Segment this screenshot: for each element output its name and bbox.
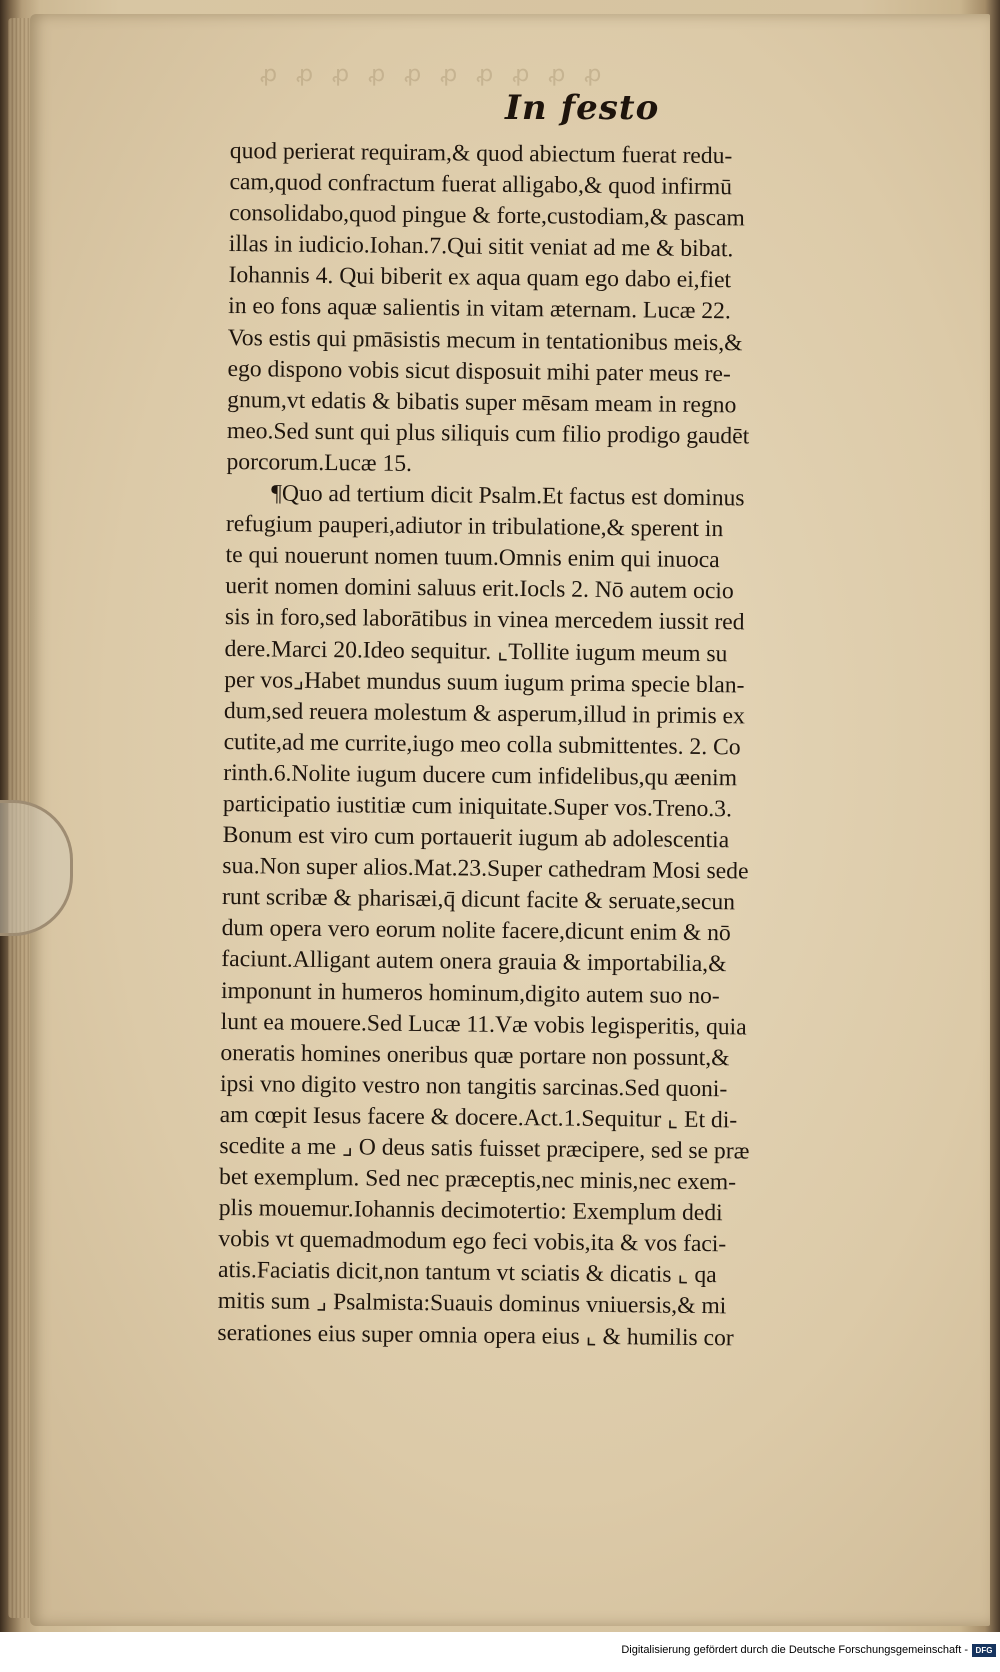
text-line: dum opera vero eorum nolite facere,dicunt enim & nō [221, 915, 731, 947]
text-line: meo.Sed sunt qui plus siliquis cum filio prodigo gaudēt [226, 417, 750, 450]
text-line: runt scribæ & pharisæi,q̄ dicunt facite & seruate,secun [221, 884, 736, 916]
text-line: per vos⌟Habet mundus suum iugum prima specie blan- [224, 666, 745, 699]
text-line: participatio iustitiæ cum iniquitate.Super vos.Treno.3. [222, 790, 733, 823]
text-line: scedite a me ⌟ O deus satis fuisset præcipere, sed se præ [219, 1132, 750, 1165]
text-line: Vos estis qui pmāsistis mecum in tentationibus meis,& [227, 324, 743, 356]
text-line: faciunt.Alligant autem onera grauia & importabilia,& [221, 946, 727, 978]
body-text [217, 136, 910, 1356]
text-line: gnum,vt edatis & bibatis super mēsam meam in regno [227, 386, 737, 419]
text-line: uerit nomen domini saluus erit.Iocls 2. Nō autem ocio [225, 573, 734, 605]
running-head: In festo [505, 88, 660, 128]
text-line: plis mouemur.Iohannis decimotertio: Exemplum dedi [218, 1195, 723, 1227]
text-line: serationes eius super omnia opera eius ⌞ & humilis cor [217, 1319, 734, 1351]
text-line: refugium pauperi,adiutor in tribulatione,& sperent in [225, 511, 724, 543]
text-line: Bonum est viro cum portauerit iugum ab adolescentia [222, 822, 730, 854]
text-line: ¶Quo ad tertium dicit Psalm.Et factus est dominus [271, 480, 745, 512]
text-line: dum,sed reuera molestum & asperum,illud in primis ex [223, 697, 746, 730]
text-line: in eo fons aquæ salientis in vitam æternam. Lucæ 22. [228, 293, 731, 325]
text-line: am cœpit Iesus facere & docere.Act.1.Sequitur ⌞ Et di- [219, 1101, 738, 1134]
text-line: sua.Non super alios.Mat.23.Super cathedram Mosi sede [222, 853, 749, 885]
footer-bar [0, 1632, 1000, 1672]
text-line: rinth.6.Nolite iugum ducere cum infidelibus,qu æenim [223, 759, 738, 792]
funding-credit: Digitalisierung gefördert durch die Deutsche Forschungsgemeinschaft - [621, 1644, 968, 1656]
text-line: imponunt in humeros hominum,digito autem suo no- [220, 977, 720, 1009]
text-line: te qui nouerunt nomen tuum.Omnis enim qui inuoca [225, 542, 720, 574]
text-line: dere.Marci 20.Ideo sequitur. ⌞Tollite iugum meum su [224, 635, 728, 667]
text-line: ipsi vno digito vestro non tangitis sarcinas.Sed quoni- [219, 1070, 728, 1103]
text-line: porcorum.Lucæ 15. [226, 448, 413, 477]
text-line: lunt ea mouere.Sed Lucæ 11.Væ vobis legisperitis, quia [220, 1008, 747, 1041]
text-line: atis.Faciatis dicit,non tantum vt sciatis & dicatis ⌞ qa [217, 1257, 717, 1289]
text-line: Iohannis 4. Qui biberit ex aqua quam ego dabo ei,fiet [228, 262, 732, 294]
text-line: consolidabo,quod pingue & forte,custodiam,& pascam [229, 200, 745, 232]
bleed-through-text: ꝓ ꝓ ꝓ ꝓ ꝓ ꝓ ꝓ ꝓ ꝓ ꝓ [260, 62, 608, 87]
text-line: cutite,ad me currite,iugo meo colla submittentes. 2. Co [223, 728, 741, 761]
text-line: vobis vt quemadmodum ego feci vobis,ita & vos faci- [218, 1226, 727, 1258]
text-line: oneratis homines oneribus quæ portare non possunt,& [220, 1039, 730, 1071]
text-line: illas in iudicio.Iohan.7.Qui sitit veniat ad me & bibat. [228, 231, 734, 263]
text-line: ego dispono vobis sicut disposuit mihi pater meus re- [227, 355, 731, 387]
text-line: cam,quod confractum fuerat alligabo,& quod infirmū [229, 169, 733, 201]
text-line: bet exemplum. Sed nec præceptis,nec minis,nec exem- [218, 1164, 737, 1196]
dfg-logo: DFG [972, 1644, 996, 1657]
text-line: sis in foro,sed laborātibus in vinea mercedem iussit red [224, 604, 745, 636]
text-line: quod perierat requiram,& quod abiectum fuerat redu- [229, 137, 733, 170]
text-line: mitis sum ⌟ Psalmista:Suauis dominus vniuersis,& mi [217, 1288, 727, 1320]
